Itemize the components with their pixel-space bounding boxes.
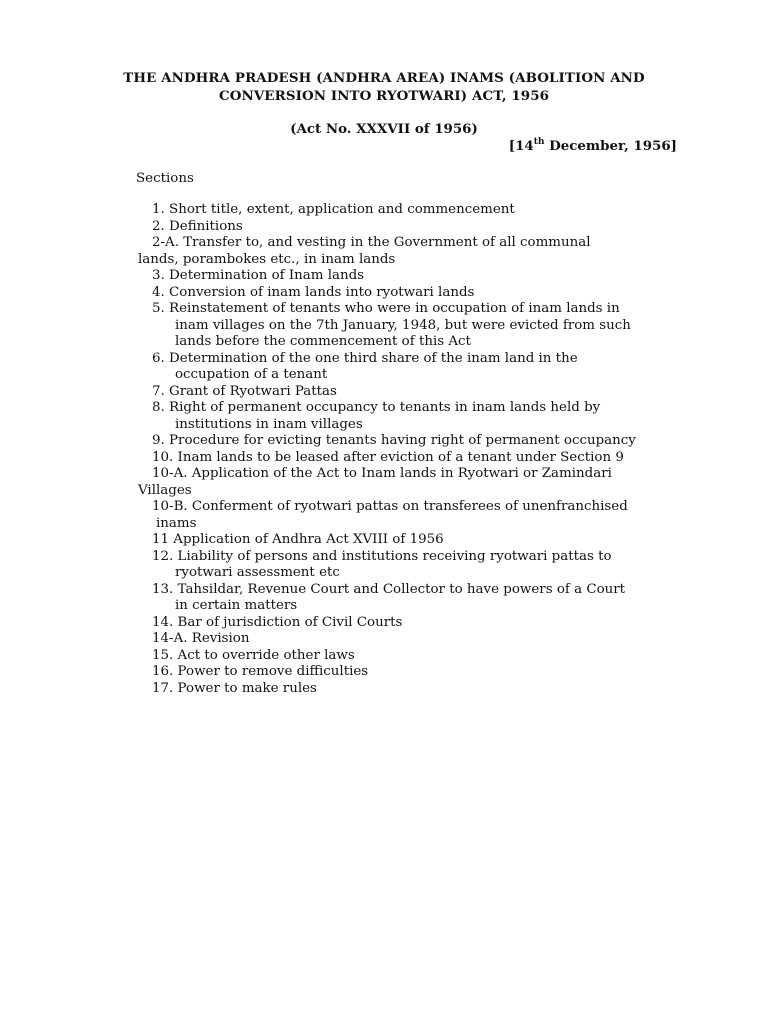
section-text-continuation: occupation of a tenant: [175, 367, 328, 382]
section-item: [152, 664, 712, 681]
section-text-continuation: lands, porambokes etc., in inam lands: [138, 251, 396, 267]
section-text-continuation: inam villages on the 7th January, 1948, but were evicted from such: [175, 317, 631, 333]
section-item: [152, 268, 712, 285]
section-item: [152, 351, 712, 384]
act-title-line-1: THE ANDHRA PRADESH (ANDHRA AREA) INAMS (ABOLITION AND: [123, 70, 645, 86]
section-item: [138, 466, 712, 499]
section-text: 16. Power to remove difficulties: [152, 664, 369, 679]
section-text: 8. Right of permanent occupancy to tenants in inam lands held by: [152, 400, 601, 415]
section-text: 2-A. Transfer to, and vesting in the Government of all communal: [152, 235, 591, 250]
section-text: 15. Act to override other laws: [152, 647, 355, 663]
section-item: [152, 450, 712, 467]
section-text-continuation: ryotwari assessment etc: [175, 565, 340, 580]
sections-list: [138, 202, 712, 697]
section-item: [152, 384, 712, 401]
section-text-continuation: Villages: [138, 482, 192, 498]
section-text: 10. Inam lands to be leased after eviction of a tenant under Section 9: [152, 449, 624, 465]
section-text: 7. Grant of Ryotwari Pattas: [152, 383, 337, 399]
section-text-continuation: lands before the commencement of this Act: [175, 334, 471, 349]
section-item: [152, 433, 712, 450]
section-text: 6. Determination of the one third share of the inam land in the: [152, 350, 578, 366]
section-text: 3. Determination of Inam lands: [152, 268, 365, 283]
sections-heading: Sections: [136, 171, 194, 186]
act-date: [509, 137, 677, 155]
section-item: [152, 301, 712, 351]
act-date-superscript: th: [533, 136, 545, 147]
section-item: [152, 631, 712, 648]
section-text: 14. Bar of jurisdiction of Civil Courts: [152, 614, 403, 630]
section-item: [152, 202, 712, 219]
section-text: 2. Definitions: [152, 218, 243, 234]
section-item: [152, 615, 712, 632]
section-text-continuation: in certain matters: [175, 598, 298, 613]
section-item: [138, 235, 712, 268]
act-date-suffix: December, 1956]: [544, 138, 677, 154]
section-text: 4. Conversion of inam lands into ryotwari lands: [152, 284, 475, 300]
act-date-prefix: [14: [508, 138, 534, 154]
section-text: 1. Short title, extent, application and commencement: [152, 202, 515, 217]
section-text: 10-A. Application of the Act to Inam lands in Ryotwari or Zamindari: [152, 466, 612, 481]
section-text: 11 Application of Andhra Act XVIII of 1956: [152, 532, 444, 547]
section-text: 5. Reinstatement of tenants who were in occupation of inam lands in: [152, 301, 620, 316]
section-text-continuation: inams: [156, 515, 197, 531]
section-item: [152, 285, 712, 302]
act-title-line-2: CONVERSION INTO RYOTWARI) ACT, 1956: [218, 88, 550, 104]
section-text: 17. Power to make rules: [152, 680, 317, 696]
section-item: [152, 681, 712, 698]
section-text: 10-B. Conferment of ryotwari pattas on transferees of unenfranchised: [152, 499, 628, 514]
section-text: 13. Tahsildar, Revenue Court and Collector to have powers of a Court: [152, 581, 626, 597]
section-item: [152, 499, 712, 532]
section-text: 12. Liability of persons and institutions receiving ryotwari pattas to: [152, 548, 612, 564]
section-item: [152, 582, 712, 615]
section-item: [152, 400, 712, 433]
act-title: [100, 69, 668, 105]
section-item: [152, 219, 712, 236]
section-item: [152, 549, 712, 582]
section-item: [152, 532, 712, 549]
act-number: (Act No. XXXVII of 1956): [290, 121, 478, 137]
section-text-continuation: institutions in inam villages: [175, 416, 363, 432]
section-text: 9. Procedure for evicting tenants having right of permanent occupancy: [152, 433, 636, 448]
section-item: [152, 648, 712, 665]
section-text: 14-A. Revision: [152, 631, 250, 646]
